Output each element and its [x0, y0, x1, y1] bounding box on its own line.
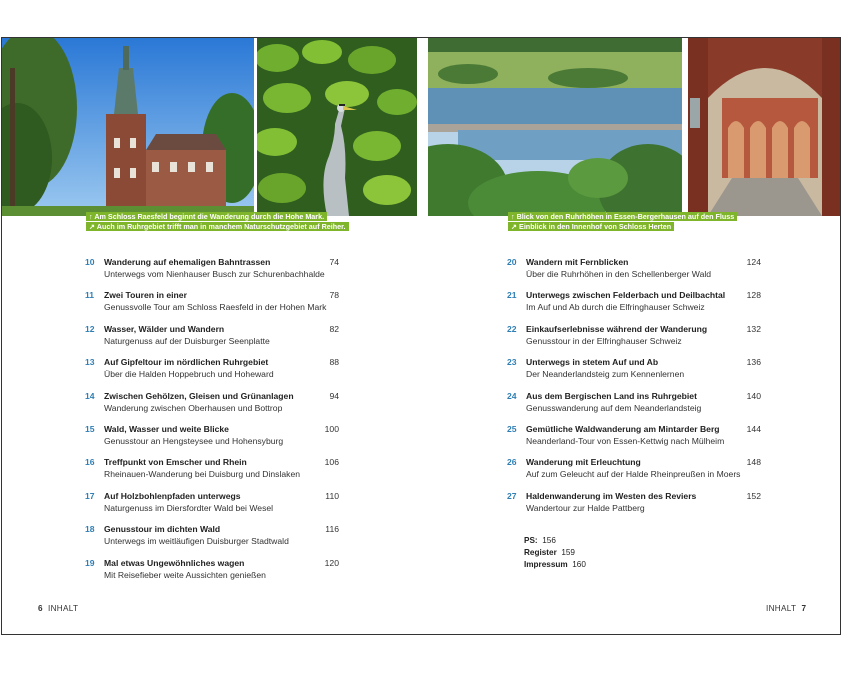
toc-entry-page: 152: [746, 490, 761, 501]
toc-entry-page: 144: [746, 424, 761, 434]
toc-entry-subtitle: Über die Halden Hoppebruch und Hoheward: [104, 369, 274, 380]
toc-entry-number: 15: [85, 424, 95, 434]
toc-entry-page: 74: [329, 257, 339, 267]
toc-entry-number: 26: [507, 457, 517, 468]
photo-ruhr-fluss: [428, 38, 682, 216]
toc-entry-number: 11: [85, 290, 95, 301]
toc-entry-title: Auf Gipfeltour im nördlichen Ruhrgebiet: [104, 357, 269, 368]
toc-entry-title: Wandern mit Fernblicken: [526, 257, 629, 267]
toc-entry-page: 100: [324, 424, 339, 434]
extra-entry-page: 156: [542, 536, 556, 545]
toc-entry-number: 20: [507, 257, 517, 267]
toc-entry-number: 12: [85, 323, 95, 334]
toc-entry-subtitle: Unterwegs im weitläufigen Duisburger Stadtwald: [104, 536, 289, 547]
toc-entry-page: 106: [324, 457, 339, 468]
toc-entry-page: 148: [746, 457, 761, 468]
toc-entry-subtitle: Naturgenuss auf der Duisburger Seenplatte: [104, 335, 270, 346]
toc-entry-title: Einkaufserlebnisse während der Wanderung: [526, 323, 708, 334]
toc-entry-subtitle: Genusswanderung auf dem Neanderlandsteig: [526, 402, 702, 413]
book-spread: [1, 37, 841, 635]
extra-entry: [524, 536, 556, 545]
toc-entry-title: Unterwegs in stetem Auf und Ab: [526, 357, 659, 368]
caption-right-1: ↑ Blick von den Ruhrhöhen in Essen-Bergerhausen auf den Fluss: [508, 212, 737, 221]
extra-entry-page: 160: [572, 560, 586, 569]
caption-left-2: ↗ Auch im Ruhrgebiet trifft man in manchem Naturschutzgebiet auf Reiher.: [86, 222, 349, 231]
extra-entry: [524, 548, 575, 557]
photo-schloss-raesfeld: [2, 38, 254, 216]
toc-entry-page: 82: [329, 323, 339, 334]
toc-entry-number: 22: [507, 323, 517, 334]
toc-entry-title: Wasser, Wälder und Wandern: [104, 323, 225, 334]
toc-entry-number: 25: [507, 424, 517, 434]
folio-left: [38, 604, 78, 613]
toc-entry-page: 124: [746, 257, 761, 267]
toc-entry-subtitle: Naturgenuss im Diersfordter Wald bei Wesel: [104, 502, 274, 513]
extra-entry-label: Register: [524, 548, 557, 557]
toc-entry-page: 110: [325, 490, 339, 501]
toc-entry-title: Haldenwanderung im Westen des Reviers: [526, 490, 697, 501]
extra-entry-label: Impressum: [524, 560, 568, 569]
toc-entry-title: Aus dem Bergischen Land ins Ruhrgebiet: [526, 390, 697, 401]
toc-entry-subtitle: Genusstour an Hengsteysee und Hohensyburg: [104, 436, 284, 446]
toc-entry-number: 27: [507, 490, 517, 501]
toc-entry-title: Auf Holzbohlenpfaden unterwegs: [104, 490, 241, 501]
toc-entry-page: 116: [325, 524, 339, 535]
caption-right-2: ↗ Einblick in den Innenhof von Schloss Herten: [508, 222, 674, 231]
toc-entry-title: Mal etwas Ungewöhnliches wagen: [104, 557, 245, 568]
toc-entry-subtitle: Wandertour zur Halde Pattberg: [526, 502, 645, 513]
toc-entry-number: 21: [507, 290, 517, 301]
toc-entry-subtitle: Rheinauen-Wanderung bei Duisburg und Dinslaken: [104, 469, 301, 480]
toc-entry-subtitle: Genussvolle Tour am Schloss Raesfeld in der Hohen Mark: [104, 302, 327, 313]
toc-entry-subtitle: Neanderland-Tour von Essen-Kettwig nach Mülheim: [526, 436, 725, 446]
photo-reiher: [257, 38, 417, 216]
folio-right: [766, 604, 806, 613]
toc-entry-subtitle: Auf zum Geleucht auf der Halde Rheinpreußen in Moers: [526, 469, 741, 480]
extra-entry: [524, 560, 586, 569]
toc-entry-number: 17: [85, 490, 95, 501]
toc-entry-title: Unterwegs zwischen Felderbach und Deilbachtal: [526, 290, 726, 301]
toc-entry-page: 78: [329, 290, 339, 301]
folio-left-label: INHALT: [48, 604, 79, 613]
toc-entry-title: Genusstour im dichten Wald: [104, 524, 221, 535]
toc-entry-subtitle: Der Neanderlandsteig zum Kennenlernen: [526, 369, 685, 380]
toc-entry-number: 18: [85, 524, 95, 535]
toc-entry-title: Gemütliche Waldwanderung am Mintarder Berg: [526, 424, 720, 434]
toc-entry-number: 10: [85, 257, 95, 267]
toc-entry-subtitle: Im Auf und Ab durch die Elfringhauser Schweiz: [526, 302, 705, 313]
photo-schloss-herten-innenhof: [688, 38, 841, 216]
toc-entry-subtitle: Mit Reisefieber weite Aussichten genießen: [104, 569, 266, 580]
toc-entry-number: 16: [85, 457, 95, 468]
toc-entry-page: 140: [746, 390, 761, 401]
toc-entry-subtitle: Unterwegs vom Nienhauser Busch zur Schurenbachhalde: [104, 269, 325, 279]
toc-right: [507, 257, 761, 527]
extra-entry-page: 159: [561, 548, 575, 557]
toc-entry-subtitle: Wanderung zwischen Oberhausen und Bottrop: [104, 402, 283, 413]
folio-right-number: 7: [801, 604, 807, 613]
toc-entry-number: 19: [85, 557, 95, 568]
toc-entry-page: 132: [746, 323, 761, 334]
toc-entry-page: 136: [746, 357, 761, 368]
toc-entry-page: 120: [324, 557, 339, 568]
toc-entry-title: Wald, Wasser und weite Blicke: [104, 424, 229, 434]
toc-entry-title: Wanderung mit Erleuchtung: [526, 457, 641, 468]
extra-entry-label: PS:: [524, 536, 538, 545]
toc-entry-number: 24: [507, 390, 517, 401]
toc-entry-number: 23: [507, 357, 517, 368]
caption-left-1: ↑ Am Schloss Raesfeld beginnt die Wanderung durch die Hohe Mark.: [86, 212, 327, 221]
toc-entry-number: 13: [85, 357, 95, 368]
extras-list: [524, 536, 644, 572]
toc-entry-title: Zwischen Gehölzen, Gleisen und Grünanlagen: [104, 390, 294, 401]
toc-left: [85, 257, 339, 587]
folio-right-label: INHALT: [766, 604, 797, 613]
folio-left-number: 6: [38, 604, 43, 613]
toc-entry-page: 128: [746, 290, 761, 301]
toc-entry-title: Treffpunkt von Emscher und Rhein: [104, 457, 247, 468]
toc-entry-page: 94: [329, 390, 339, 401]
toc-entry-title: Wanderung auf ehemaligen Bahntrassen: [104, 257, 271, 267]
toc-entry-number: 14: [85, 390, 95, 401]
toc-entry-subtitle: Über die Ruhrhöhen in den Schellenberger Wald: [526, 269, 712, 279]
toc-entry-page: 88: [329, 357, 339, 368]
toc-entry-title: Zwei Touren in einer: [104, 290, 187, 301]
toc-entry-subtitle: Genusstour in der Elfringhauser Schweiz: [526, 335, 682, 346]
